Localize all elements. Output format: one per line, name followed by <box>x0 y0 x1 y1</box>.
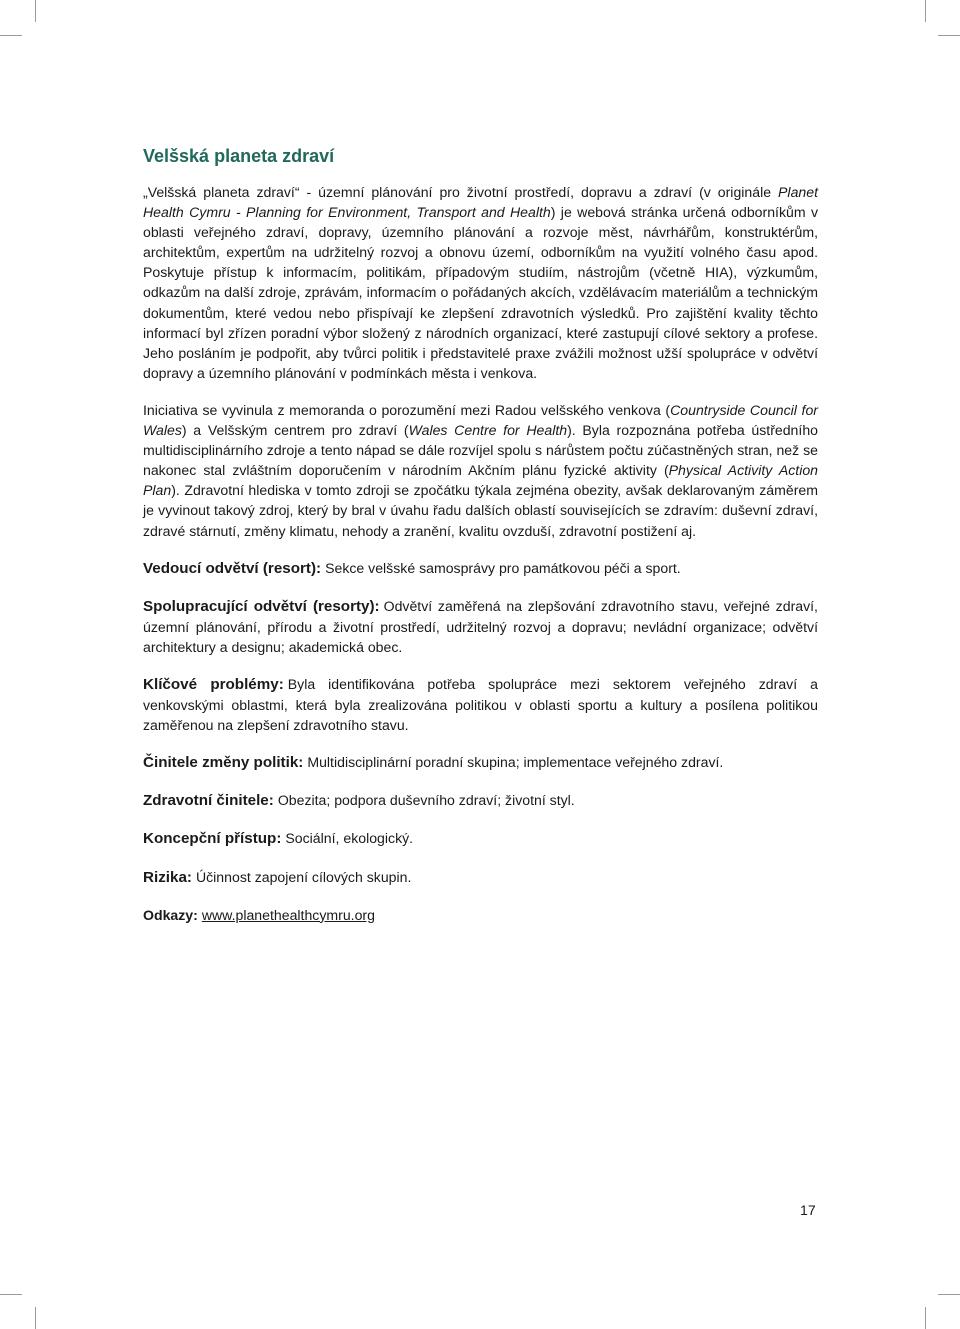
field-links <box>143 905 818 925</box>
field-cooperating-sectors <box>143 596 818 657</box>
intro-paragraph <box>143 182 818 383</box>
field-value: Sociální, ekologický. <box>285 830 414 847</box>
initiative-text: Iniciativa se vyvinula z memoranda o porozumění mezi Radou velšského venkova ( <box>143 401 671 418</box>
initiative-paragraph <box>143 400 818 541</box>
website-link[interactable]: www.planethealthcymru.org <box>201 906 375 923</box>
crop-mark <box>925 1307 926 1329</box>
field-conceptual-approach <box>143 828 818 849</box>
page-title: Velšská planeta zdraví <box>143 146 335 166</box>
page-number: 17 <box>800 1202 816 1218</box>
field-policy-change-drivers <box>143 752 818 773</box>
crop-mark <box>35 0 36 22</box>
field-label: Spolupracující odvětví (resorty): <box>143 597 380 615</box>
initiative-text: ) a Velšským centrem pro zdraví ( <box>181 422 409 439</box>
field-value: Účinnost zapojení cílových skupin. <box>195 868 412 885</box>
field-label: Zdravotní činitele: <box>143 792 274 810</box>
field-label: Odkazy: <box>143 906 198 923</box>
field-value: Obezita; podpora duševního zdraví; životní styl. <box>277 792 575 809</box>
field-risks <box>143 867 818 888</box>
field-value: Sekce velšské samosprávy pro památkovou péči a sport. <box>325 559 681 576</box>
document-body <box>143 144 818 942</box>
crop-mark <box>0 1294 22 1295</box>
field-value: Byla identifikována potřeba spolupráce mezi sektorem veřejného zdraví a venkovskými oblastmi, která byla zrealizována politikou v oblasti sportu a kultury a posílena politikou zaměřenou na zlepšení zdravotního stavu. <box>143 675 818 734</box>
intro-text: ) je webová stránka určená odborníkům v oblasti veřejného zdraví, dopravy, územního plánování a rozvoje měst, návrhářům, konstruktérům, architektům, expertům na udržitelný rozvoj a obnovu území, odborníkům na využití volného času apod. Poskytuje přístup k informacím, politikám, případovým studiím, nástrojům (včetně HIA), výzkumům, odkazům na další zdroje, zprávám, informacím o pořádaných akcích, vzdělávacím materiálům a technickým dokumentům, které vedou nebo přispívají ke zlepšení zdravotních výsledků. Pro zajištění kvality těchto informací byl zřízen poradní výbor složený z národních organizací, které zastupují cílové sektory a profese. Jeho posláním je podpořit, aby tvůrci politik i představitelé praxe zvážili možnost užší spolupráce v odvětví dopravy a územního plánování v podmínkách města i venkova. <box>143 204 818 381</box>
field-health-determinants <box>143 790 818 811</box>
initiative-text: ). Zdravotní hlediska v tomto zdroji se zpočátku týkala zejména obezity, avšak deklarovaným záměrem je vyvinout takový zdroj, který by bral v úvahu řadu dalších oblastí souvisejících se zdravím: duševní zdraví, zdravé stárnutí, změny klimatu, nehody a zranění, kvalitu ovzduší, zdravotní postižení aj. <box>143 482 818 539</box>
field-value: Multidisciplinární poradní skupina; implementace veřejného zdraví. <box>307 754 724 771</box>
field-label: Koncepční přístup: <box>143 830 282 848</box>
crop-mark <box>938 35 960 36</box>
field-label: Rizika: <box>143 868 192 886</box>
field-label: Klíčové problémy: <box>143 675 284 693</box>
crop-mark <box>0 35 22 36</box>
field-key-problems <box>143 674 818 735</box>
field-value: Odvětví zaměřená na zlepšování zdravotního stavu, veřejné zdraví, územní plánování, přírodu a životní prostředí, udržitelný rozvoj a dopravu; nevládní organizace; odvětví architektury a designu; akademická obec. <box>143 597 818 655</box>
crop-mark <box>925 0 926 22</box>
initiative-org-name: Wales Centre for Health <box>408 422 568 439</box>
intro-original-name: Planet Health Cymru - Planning for Environment, Transport and Health <box>143 184 818 221</box>
crop-mark <box>938 1294 960 1295</box>
intro-text: „Velšská planeta zdraví“ - územní plánování pro životní prostředí, dopravu a zdraví (v originále <box>143 184 779 200</box>
initiative-org-name: Countryside Council for Wales <box>143 401 818 439</box>
initiative-plan-name: Physical Activity Action Plan <box>143 462 819 499</box>
crop-mark <box>35 1307 36 1329</box>
field-lead-sector <box>143 558 818 579</box>
field-label: Vedoucí odvětví (resort): <box>143 559 322 577</box>
field-label: Činitele změny politik: <box>143 754 304 772</box>
initiative-text: ). Byla rozpoznána potřeba ústředního multidisciplinárního zdroje a tento nápad se dále rozvíjel spolu s nárůstem počtu zúčastněných stran, než se nakonec stal zvláštním doporučením v národním Akčním plánu fyzické aktivity ( <box>143 422 818 479</box>
